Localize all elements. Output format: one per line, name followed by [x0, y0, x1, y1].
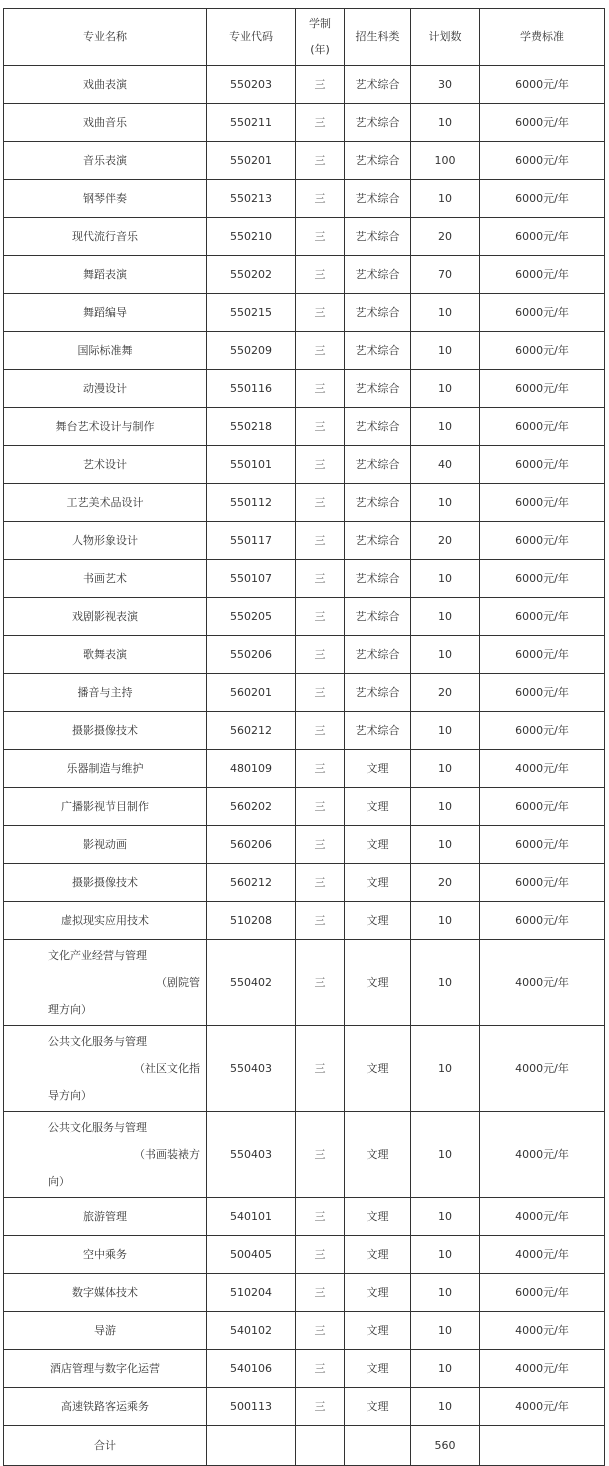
- plan-count: 20: [411, 218, 480, 256]
- major-name: 动漫设计: [4, 370, 207, 408]
- study-years: 三: [296, 1198, 345, 1236]
- major-code: 480109: [207, 750, 296, 788]
- table-row: [4, 294, 605, 332]
- study-years: 三: [296, 66, 345, 104]
- study-years: 三: [296, 1236, 345, 1274]
- enroll-category: 文理: [345, 864, 411, 902]
- tuition-fee: 6000元/年: [480, 636, 605, 674]
- tuition-fee: 6000元/年: [480, 332, 605, 370]
- tuition-fee: 4000元/年: [480, 1312, 605, 1350]
- enroll-category: 文理: [345, 1236, 411, 1274]
- major-name: 虚拟现实应用技术: [4, 902, 207, 940]
- enrollment-plan-table: [3, 8, 605, 1466]
- major-code: 550101: [207, 446, 296, 484]
- tuition-fee: 6000元/年: [480, 446, 605, 484]
- header-row: [4, 9, 605, 66]
- major-name: 摄影摄像技术: [4, 864, 207, 902]
- major-code: 540102: [207, 1312, 296, 1350]
- major-code: 560212: [207, 712, 296, 750]
- plan-count: 10: [411, 104, 480, 142]
- table-row: [4, 1388, 605, 1426]
- enroll-category: 文理: [345, 1026, 411, 1112]
- major-name: 摄影摄像技术: [4, 712, 207, 750]
- enroll-category: 文理: [345, 940, 411, 1026]
- major-name: 影视动画: [4, 826, 207, 864]
- major-code: 550201: [207, 142, 296, 180]
- study-years: 三: [296, 294, 345, 332]
- total-row: [4, 1426, 605, 1466]
- plan-count: 10: [411, 1274, 480, 1312]
- table-row: [4, 180, 605, 218]
- study-years: 三: [296, 598, 345, 636]
- study-years: 三: [296, 940, 345, 1026]
- enroll-category: 艺术综合: [345, 408, 411, 446]
- tuition-fee: 6000元/年: [480, 560, 605, 598]
- tuition-fee: 6000元/年: [480, 598, 605, 636]
- table-row: [4, 446, 605, 484]
- table-row: [4, 1312, 605, 1350]
- study-years: 三: [296, 142, 345, 180]
- major-code: 560212: [207, 864, 296, 902]
- study-years: 三: [296, 788, 345, 826]
- major-name: 戏剧影视表演: [4, 598, 207, 636]
- major-name: 舞蹈编导: [4, 294, 207, 332]
- study-years: 三: [296, 104, 345, 142]
- total-label: 合计: [4, 1426, 207, 1466]
- tuition-fee: 4000元/年: [480, 1112, 605, 1198]
- major-name: 工艺美术品设计: [4, 484, 207, 522]
- tuition-fee: 6000元/年: [480, 788, 605, 826]
- tuition-fee: 6000元/年: [480, 142, 605, 180]
- major-code: 550403: [207, 1026, 296, 1112]
- table-row: [4, 370, 605, 408]
- header-years-line2: (年): [310, 43, 330, 56]
- plan-count: 10: [411, 294, 480, 332]
- total-code-empty: [207, 1426, 296, 1466]
- major-code: 550215: [207, 294, 296, 332]
- tuition-fee: 4000元/年: [480, 1236, 605, 1274]
- tuition-fee: 4000元/年: [480, 1198, 605, 1236]
- major-code: 550218: [207, 408, 296, 446]
- major-name: 旅游管理: [4, 1198, 207, 1236]
- enroll-category: 艺术综合: [345, 446, 411, 484]
- plan-count: 10: [411, 370, 480, 408]
- table-row: [4, 902, 605, 940]
- header-category: 招生科类: [345, 9, 411, 66]
- major-name: 酒店管理与数字化运营: [4, 1350, 207, 1388]
- table-row: [4, 408, 605, 446]
- major-name: 戏曲表演: [4, 66, 207, 104]
- table-row: [4, 142, 605, 180]
- major-code: 560201: [207, 674, 296, 712]
- major-name-line: 文化产业经营与管理: [48, 949, 147, 962]
- plan-count: 10: [411, 1236, 480, 1274]
- major-name: 广播影视节目制作: [4, 788, 207, 826]
- enroll-category: 文理: [345, 750, 411, 788]
- major-name-line: 公共文化服务与管理: [48, 1121, 147, 1134]
- enroll-category: 艺术综合: [345, 674, 411, 712]
- major-code: 540101: [207, 1198, 296, 1236]
- total-fee-empty: [480, 1426, 605, 1466]
- plan-count: 10: [411, 788, 480, 826]
- plan-count: 20: [411, 522, 480, 560]
- major-name-line: 公共文化服务与管理: [48, 1035, 147, 1048]
- plan-count: 10: [411, 1388, 480, 1426]
- enroll-category: 文理: [345, 1198, 411, 1236]
- major-name: 数字媒体技术: [4, 1274, 207, 1312]
- plan-count: 20: [411, 674, 480, 712]
- study-years: 三: [296, 636, 345, 674]
- plan-count: 30: [411, 66, 480, 104]
- enroll-category: 文理: [345, 902, 411, 940]
- plan-count: 10: [411, 940, 480, 1026]
- study-years: 三: [296, 408, 345, 446]
- enroll-category: 文理: [345, 1274, 411, 1312]
- tuition-fee: 6000元/年: [480, 902, 605, 940]
- plan-count: 10: [411, 636, 480, 674]
- major-name: 人物形象设计: [4, 522, 207, 560]
- enroll-category: 艺术综合: [345, 256, 411, 294]
- plan-count: 10: [411, 1198, 480, 1236]
- tuition-fee: 6000元/年: [480, 674, 605, 712]
- major-name: 国际标准舞: [4, 332, 207, 370]
- total-plan: 560: [411, 1426, 480, 1466]
- enroll-category: 艺术综合: [345, 560, 411, 598]
- major-code: 500113: [207, 1388, 296, 1426]
- major-code: 550203: [207, 66, 296, 104]
- plan-count: 10: [411, 408, 480, 446]
- header-years-line1: 学制: [309, 17, 331, 30]
- study-years: 三: [296, 1312, 345, 1350]
- header-years: [296, 9, 345, 66]
- major-name: 高速铁路客运乘务: [4, 1388, 207, 1426]
- major-code: 510204: [207, 1274, 296, 1312]
- study-years: 三: [296, 750, 345, 788]
- enroll-category: 艺术综合: [345, 66, 411, 104]
- major-code: 550402: [207, 940, 296, 1026]
- major-code: 500405: [207, 1236, 296, 1274]
- study-years: 三: [296, 1350, 345, 1388]
- table-row: [4, 674, 605, 712]
- major-name: 艺术设计: [4, 446, 207, 484]
- plan-count: 10: [411, 180, 480, 218]
- major-name: 乐器制造与维护: [4, 750, 207, 788]
- major-code: 550117: [207, 522, 296, 560]
- major-code: 550403: [207, 1112, 296, 1198]
- tuition-fee: 6000元/年: [480, 864, 605, 902]
- tuition-fee: 4000元/年: [480, 1026, 605, 1112]
- plan-count: 10: [411, 332, 480, 370]
- major-code: 550209: [207, 332, 296, 370]
- total-years-empty: [296, 1426, 345, 1466]
- table-row: [4, 218, 605, 256]
- table-row: [4, 256, 605, 294]
- study-years: 三: [296, 560, 345, 598]
- header-plan: 计划数: [411, 9, 480, 66]
- enroll-category: 艺术综合: [345, 294, 411, 332]
- major-code: 540106: [207, 1350, 296, 1388]
- study-years: 三: [296, 1274, 345, 1312]
- tuition-fee: 6000元/年: [480, 484, 605, 522]
- table-row: [4, 104, 605, 142]
- major-name-line: 向）: [48, 1175, 70, 1188]
- table-row: [4, 826, 605, 864]
- enroll-category: 艺术综合: [345, 636, 411, 674]
- table-row: [4, 940, 605, 1026]
- table-row: [4, 788, 605, 826]
- major-name: 歌舞表演: [4, 636, 207, 674]
- study-years: 三: [296, 180, 345, 218]
- plan-count: 40: [411, 446, 480, 484]
- tuition-fee: 6000元/年: [480, 66, 605, 104]
- table-row: [4, 712, 605, 750]
- tuition-fee: 6000元/年: [480, 712, 605, 750]
- plan-count: 10: [411, 826, 480, 864]
- major-name-line: （社区文化指: [134, 1062, 200, 1075]
- study-years: 三: [296, 902, 345, 940]
- major-name-line: 导方向）: [48, 1089, 92, 1102]
- table-row: [4, 484, 605, 522]
- major-name: 播音与主持: [4, 674, 207, 712]
- major-name: 音乐表演: [4, 142, 207, 180]
- table-row: [4, 332, 605, 370]
- table-row: [4, 750, 605, 788]
- major-name: [4, 1026, 207, 1112]
- major-code: 550206: [207, 636, 296, 674]
- tuition-fee: 6000元/年: [480, 218, 605, 256]
- study-years: 三: [296, 864, 345, 902]
- plan-count: 70: [411, 256, 480, 294]
- study-years: 三: [296, 332, 345, 370]
- enroll-category: 艺术综合: [345, 218, 411, 256]
- study-years: 三: [296, 370, 345, 408]
- major-code: 550107: [207, 560, 296, 598]
- major-name: 导游: [4, 1312, 207, 1350]
- plan-count: 100: [411, 142, 480, 180]
- major-name: [4, 940, 207, 1026]
- tuition-fee: 6000元/年: [480, 408, 605, 446]
- header-fee: 学费标准: [480, 9, 605, 66]
- enroll-category: 文理: [345, 1388, 411, 1426]
- table-row: [4, 522, 605, 560]
- study-years: 三: [296, 484, 345, 522]
- study-years: 三: [296, 218, 345, 256]
- enroll-category: 艺术综合: [345, 598, 411, 636]
- total-category-empty: [345, 1426, 411, 1466]
- study-years: 三: [296, 1026, 345, 1112]
- plan-count: 10: [411, 1312, 480, 1350]
- plan-count: 10: [411, 902, 480, 940]
- tuition-fee: 6000元/年: [480, 180, 605, 218]
- plan-count: 10: [411, 750, 480, 788]
- tuition-fee: 6000元/年: [480, 256, 605, 294]
- major-name: 现代流行音乐: [4, 218, 207, 256]
- enroll-category: 艺术综合: [345, 142, 411, 180]
- enroll-category: 艺术综合: [345, 332, 411, 370]
- major-name: 空中乘务: [4, 1236, 207, 1274]
- study-years: 三: [296, 256, 345, 294]
- plan-count: 10: [411, 560, 480, 598]
- plan-count: 10: [411, 1112, 480, 1198]
- major-name-line: （书画装裱方: [134, 1148, 200, 1161]
- enroll-category: 艺术综合: [345, 522, 411, 560]
- plan-count: 10: [411, 1350, 480, 1388]
- enroll-category: 艺术综合: [345, 484, 411, 522]
- major-code: 550202: [207, 256, 296, 294]
- enroll-category: 文理: [345, 826, 411, 864]
- enroll-category: 艺术综合: [345, 370, 411, 408]
- major-name: 舞蹈表演: [4, 256, 207, 294]
- major-name: 舞台艺术设计与制作: [4, 408, 207, 446]
- table-row: [4, 1236, 605, 1274]
- major-code: 560202: [207, 788, 296, 826]
- major-name: 钢琴伴奏: [4, 180, 207, 218]
- major-code: 510208: [207, 902, 296, 940]
- major-code: 550213: [207, 180, 296, 218]
- enroll-category: 艺术综合: [345, 104, 411, 142]
- study-years: 三: [296, 446, 345, 484]
- table-row: [4, 636, 605, 674]
- major-code: 550211: [207, 104, 296, 142]
- major-name: [4, 1112, 207, 1198]
- study-years: 三: [296, 826, 345, 864]
- tuition-fee: 4000元/年: [480, 940, 605, 1026]
- enroll-category: 文理: [345, 1312, 411, 1350]
- tuition-fee: 4000元/年: [480, 1388, 605, 1426]
- tuition-fee: 4000元/年: [480, 750, 605, 788]
- enroll-category: 艺术综合: [345, 712, 411, 750]
- major-code: 550205: [207, 598, 296, 636]
- header-code: 专业代码: [207, 9, 296, 66]
- major-name: 书画艺术: [4, 560, 207, 598]
- table-row: [4, 66, 605, 104]
- tuition-fee: 6000元/年: [480, 522, 605, 560]
- major-code: 550116: [207, 370, 296, 408]
- study-years: 三: [296, 712, 345, 750]
- major-code: 550210: [207, 218, 296, 256]
- study-years: 三: [296, 674, 345, 712]
- enroll-category: 艺术综合: [345, 180, 411, 218]
- table-row: [4, 864, 605, 902]
- tuition-fee: 6000元/年: [480, 826, 605, 864]
- table-row: [4, 1026, 605, 1112]
- plan-count: 10: [411, 712, 480, 750]
- table-row: [4, 1112, 605, 1198]
- tuition-fee: 6000元/年: [480, 370, 605, 408]
- enroll-category: 文理: [345, 1350, 411, 1388]
- study-years: 三: [296, 1112, 345, 1198]
- study-years: 三: [296, 522, 345, 560]
- major-code: 560206: [207, 826, 296, 864]
- table-row: [4, 1198, 605, 1236]
- major-name-line: （剧院管: [156, 976, 200, 989]
- plan-count: 10: [411, 484, 480, 522]
- table-row: [4, 560, 605, 598]
- plan-count: 20: [411, 864, 480, 902]
- enroll-category: 文理: [345, 1112, 411, 1198]
- tuition-fee: 6000元/年: [480, 1274, 605, 1312]
- table-row: [4, 1274, 605, 1312]
- header-name: 专业名称: [4, 9, 207, 66]
- plan-count: 10: [411, 598, 480, 636]
- major-code: 550112: [207, 484, 296, 522]
- plan-count: 10: [411, 1026, 480, 1112]
- table-row: [4, 1350, 605, 1388]
- major-name-line: 理方向）: [48, 1003, 92, 1016]
- tuition-fee: 4000元/年: [480, 1350, 605, 1388]
- table-row: [4, 598, 605, 636]
- study-years: 三: [296, 1388, 345, 1426]
- major-name: 戏曲音乐: [4, 104, 207, 142]
- tuition-fee: 6000元/年: [480, 294, 605, 332]
- tuition-fee: 6000元/年: [480, 104, 605, 142]
- enroll-category: 文理: [345, 788, 411, 826]
